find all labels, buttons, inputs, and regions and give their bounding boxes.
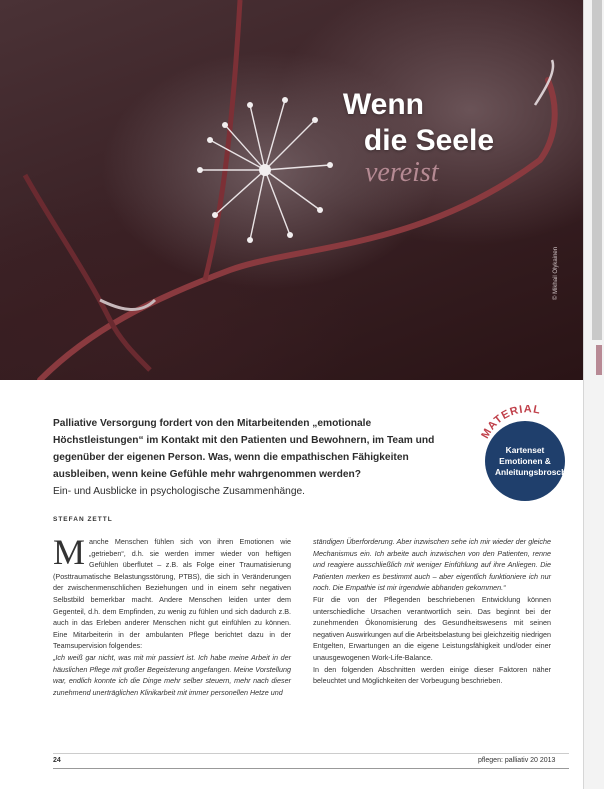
- page-edge: [583, 0, 604, 789]
- title-line-1: Wenn: [342, 88, 424, 121]
- paragraph-2: Für die von der Pflegenden beschriebenen Entwicklung können unterschiedliche Ursachen verantwortlich sein. Das beginnt bei der zunehmenden Ökonomisierung des Gesundheitswesens mit seinen negativen Auswirkungen auf die Arbeitsbelastung bei gleichzeitig niedrigen Entgelten, Erwartungen an die eigene Leistungsfähigkeit und/oder einer unausgewogenen Work-Life-Balance.: [313, 594, 551, 662]
- title-line-2: die Seele: [363, 124, 494, 157]
- edge-tab-accent: [596, 345, 602, 375]
- photo-credit: © Mikhail Olykainen: [553, 246, 559, 300]
- lead-bold-text: Palliative Versorgung fordert von den Mitarbeitenden „emotionale Höchstleistungen“ im Kontakt mit den Patienten und Bewohnern, im Team und gegenüber der eigenen Person. Was, wenn die empathischen Fähigkeiten ausbleiben, wenn keine Gefühle mehr wahrgenommen werden?: [53, 418, 435, 480]
- body-column-1: [53, 532, 291, 698]
- hero-image: [0, 0, 584, 380]
- page-number: 24: [53, 757, 61, 764]
- journal-name: pflegen: palliativ 20 2013: [478, 757, 556, 764]
- badge-circle: [485, 421, 580, 501]
- paragraph-1-text: anche Menschen fühlen sich von ihren Emotionen wie „getrieben“, d.h. sie werden immer wieder von heftigen Gefühlen überflutet – z.B. als Folge einer Traumatisierung (Posttraumatische Belastungsstörung, PTBS), die sich in Veränderungen der zwischenmenschlichen Beziehungen und in einem sehr negativen Selbstbild bemerkbar macht. Andere Menschen leiden unter dem Gegenteil, d.h. dem Empfinden, zu wenig zu fühlen und sich dadurch z.B. auch in das Erleben anderer Menschen nicht gut einfühlen zu können. Eine Mitarbeiterin in der ambulanten Pflege berichtet dazu in der Teamsupervision folgendes:: [53, 537, 291, 651]
- footer-divider: [53, 753, 569, 754]
- body-column-2: [313, 536, 551, 687]
- badge-arc-label: MATERIAL: [479, 405, 543, 441]
- material-badge: [471, 405, 579, 513]
- edge-tab: [592, 0, 602, 340]
- paragraph-3: In den folgenden Abschnitten werden einige dieser Faktoren näher beleuchtet und Möglichkeiten der Vorbeugung beschrieben.: [313, 664, 551, 686]
- paragraph-1: [53, 532, 291, 652]
- footer-rule: [53, 768, 569, 769]
- quote-paragraph: „Ich weiß gar nicht, was mit mir passiert ist. Ich habe meine Arbeit in der häuslichen Pflege mit großer Begeisterung angefangen. Meine Vorstellung war, endlich konnte ich die Dinge mehr selber steuern, mehr nach dieser zunehmend unerträglichen Klinikarbeit mit immer personellen Hetze und: [53, 652, 291, 697]
- drop-cap: M: [53, 532, 86, 572]
- quote-continuation: ständigen Überforderung. Aber inzwischen sehe ich mir wieder der gleiche Mechanismus ein. Ich arbeite auch inzwischen von den Patienten, renne und reagiere ausschließlich mit weniger Einfühlung auf ihre Anliegen. Die Patienten merken es bestimmt auch – aber eigentlich funktioniere ich nur noch. Die Empathie ist mir irgendwie abhanden gekommen.“: [313, 537, 551, 593]
- author-name: STEFAN ZETTL: [53, 516, 113, 523]
- badge-text: Kartenset Emotionen & Anleitungsbroschüre: [495, 444, 580, 477]
- title-line-3: vereist: [365, 157, 439, 188]
- frosted-branch-illustration: [0, 0, 584, 380]
- lead-paragraph: [53, 415, 441, 500]
- lead-tail-text: Ein- und Ausblicke in psychologische Zusammenhänge.: [53, 486, 306, 497]
